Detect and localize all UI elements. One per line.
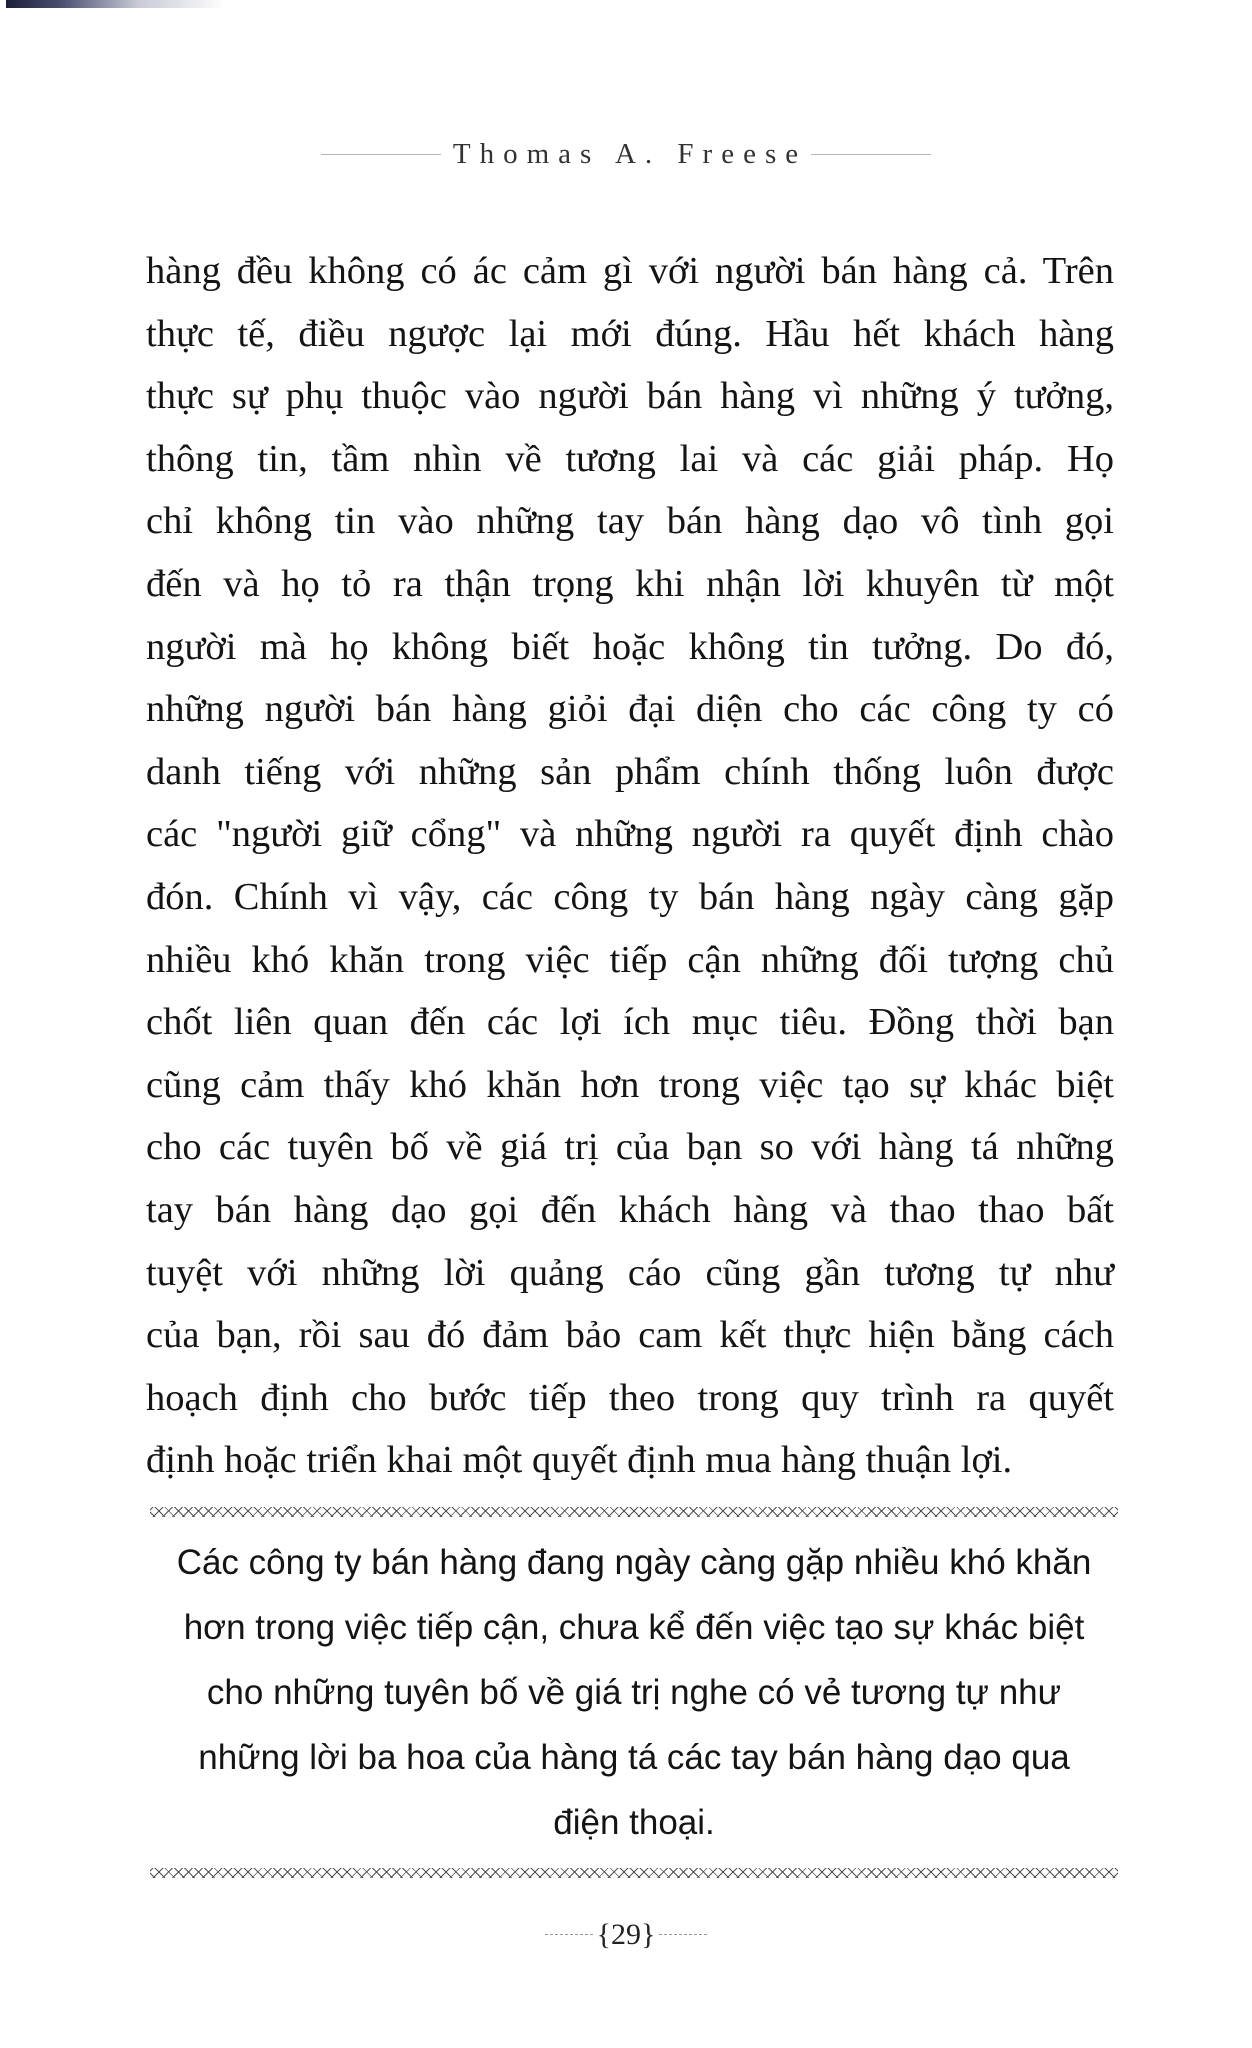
running-head-rule-right [811,154,931,155]
body-paragraph [146,240,1114,1492]
body-line: cũng cảm thấy khó khăn hơn trong việc tạo sự khác biệt [146,1063,1114,1106]
page-number-ornament-right [659,1934,707,1937]
pull-quote-rule-top [150,1507,1118,1517]
pull-quote-line: hơn trong việc tiếp cận, chưa kể đến việc tạo sự khác biệt [183,1608,1085,1647]
pull-quote-rule-bottom [150,1868,1118,1878]
pull-quote-line: Các công ty bán hàng đang ngày càng gặp nhiều khó khăn [176,1543,1092,1582]
pull-quote-line: điện thoại. [553,1803,715,1842]
page-number-ornament-left [545,1934,593,1937]
body-line: những người bán hàng giỏi đại diện cho các công ty có [146,688,1114,731]
running-head-rule-left [321,154,441,155]
running-head-author: Thomas A. Freese [452,138,808,170]
body-line: định hoặc triển khai một quyết định mua hàng thuận lợi. [146,1439,1013,1482]
body-line: thông tin, tầm nhìn về tương lai và các giải pháp. Họ [146,437,1114,480]
body-line: chỉ không tin vào những tay bán hàng dạo vô tình gọi [146,500,1114,543]
body-line: hoạch định cho bước tiếp theo trong quy trình ra quyết [146,1376,1114,1419]
pull-quote-line: cho những tuyên bố về giá trị nghe có vẻ tương tự như [206,1673,1062,1712]
pull-quote-line: những lời ba hoa của hàng tá các tay bán hàng dạo qua [198,1738,1070,1777]
body-line: các "người giữ cổng" và những người ra quyết định chào [146,813,1114,856]
page-number: {29} [596,1918,656,1951]
running-head [0,138,1252,171]
body-line: thực tế, điều ngược lại mới đúng. Hầu hết khách hàng [146,312,1114,355]
body-line: tuyệt với những lời quảng cáo cũng gần tương tự như [146,1251,1114,1294]
body-line: danh tiếng với những sản phẩm chính thống luôn được [146,750,1114,793]
body-line: đón. Chính vì vậy, các công ty bán hàng ngày càng gặp [146,875,1114,918]
pull-quote [146,1530,1122,1855]
body-line: cho các tuyên bố về giá trị của bạn so với hàng tá những [146,1126,1114,1169]
body-line: của bạn, rồi sau đó đảm bảo cam kết thực hiện bằng cách [146,1314,1114,1357]
body-line: thực sự phụ thuộc vào người bán hàng vì những ý tưởng, [146,375,1114,418]
body-line: hàng đều không có ác cảm gì với người bán hàng cả. Trên [146,250,1114,292]
body-line: người mà họ không biết hoặc không tin tưởng. Do đó, [146,625,1114,668]
body-line: đến và họ tỏ ra thận trọng khi nhận lời khuyên từ một [146,562,1114,605]
page-footer [0,1918,1252,1952]
body-line: tay bán hàng dạo gọi đến khách hàng và thao thao bất [146,1188,1114,1231]
scan-edge-shadow [6,0,226,8]
body-line: nhiều khó khăn trong việc tiếp cận những đối tượng chủ [146,938,1114,981]
body-line: chốt liên quan đến các lợi ích mục tiêu. Đồng thời bạn [146,1001,1114,1044]
